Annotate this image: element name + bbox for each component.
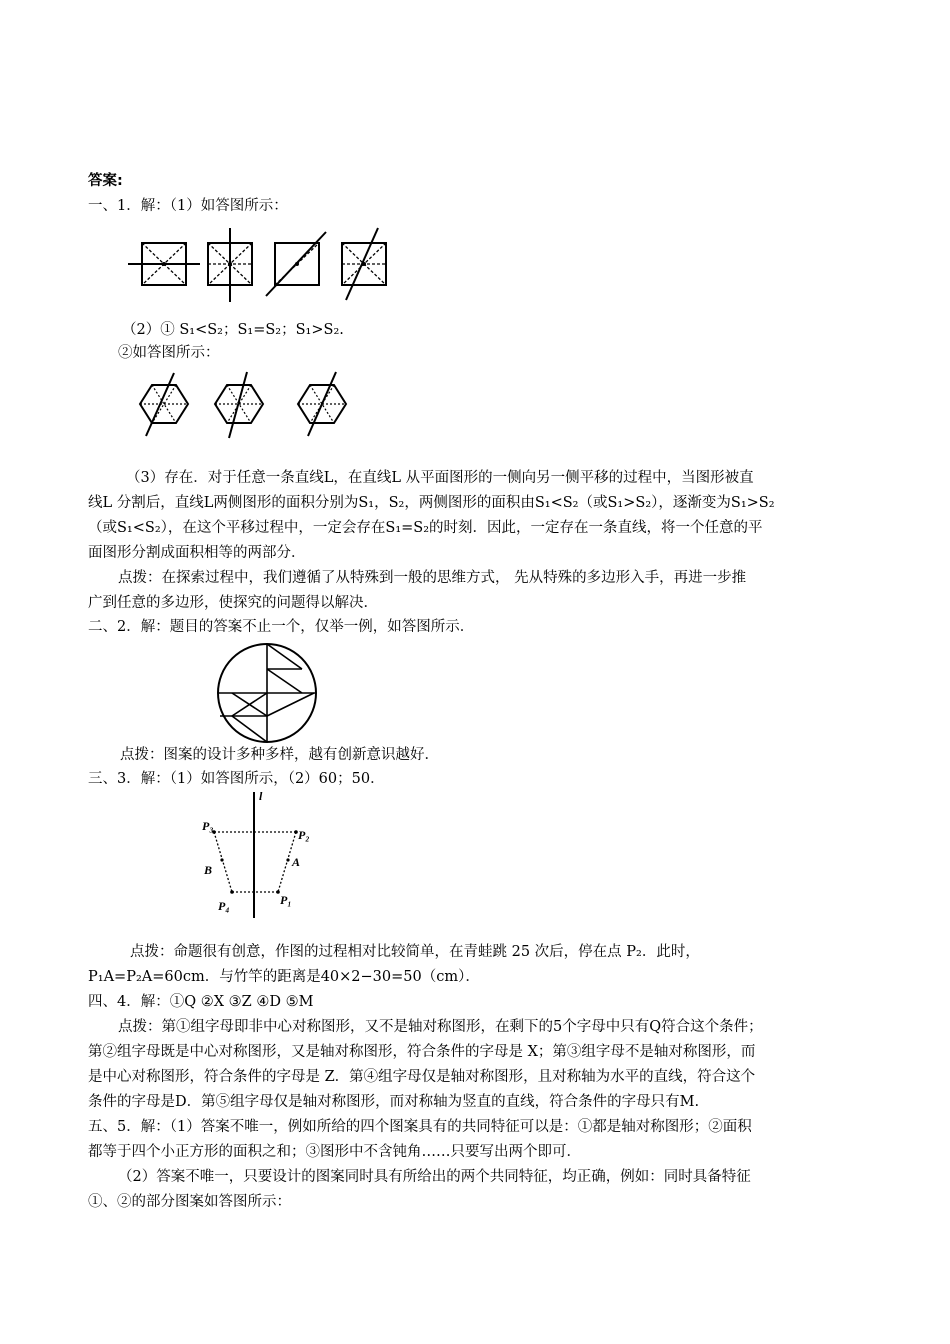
q3-solution: 三、3．解：（1）如答图所示，（2）60；50． bbox=[88, 771, 385, 787]
q1-solution-part1: 一、1．解：（1）如答图所示： bbox=[88, 198, 288, 214]
label-p1: P₁ bbox=[280, 893, 292, 907]
q2-tip: 点拨：图案的设计多种多样，越有创新意识越好． bbox=[120, 747, 439, 763]
q1-part3-line4: 面图形分割成面积相等的两部分． bbox=[88, 545, 306, 561]
squares-figure bbox=[126, 226, 391, 304]
answer-title: 答案: bbox=[88, 173, 123, 189]
q3-tip-line2: P₁A=P₂A=60cm．与竹竿的距离是40×2−30=50（cm）． bbox=[88, 969, 480, 985]
q1-tip-line2: 广到任意的多边形，使探究的问题得以解决． bbox=[88, 595, 378, 611]
q4-tip-line1: 点拨：第①组字母即非中心对称图形，又不是轴对称图形，在剩下的5个字母中只有Q符合这个条件； bbox=[118, 1019, 763, 1035]
q1-tip-line1: 点拨：在探索过程中，我们遵循了从特殊到一般的思维方式， 先从特殊的多边形入手，再进一步推 bbox=[118, 570, 747, 586]
q5-solution-line1: 五、5．解：（1）答案不唯一，例如所给的四个图案具有的共同特征可以是：①都是轴对称图形；②面积 bbox=[88, 1119, 752, 1135]
axis-label-l: l bbox=[259, 789, 263, 803]
q1-solution-part2: （2）① S₁<S₂；S₁=S₂；S₁>S₂. bbox=[122, 322, 344, 338]
trapezoid-axis-figure bbox=[196, 784, 316, 920]
label-b: B bbox=[204, 863, 213, 877]
q4-tip-line4: 条件的字母是D．第⑤组字母仅是轴对称图形，而对称轴为竖直的直线，符合条件的字母只有M. bbox=[88, 1094, 700, 1110]
label-p3: P₃ bbox=[202, 819, 214, 833]
label-a: A bbox=[292, 855, 301, 869]
q4-solution: 四、4．解：①Q ②X ③Z ④D ⑤M bbox=[88, 994, 314, 1010]
q5-solution-line4: ①、②的部分图案如答图所示： bbox=[88, 1194, 291, 1210]
label-p4: P₄ bbox=[218, 899, 230, 913]
circle-design-figure bbox=[212, 638, 322, 748]
q4-tip-line2: 第②组字母既是中心对称图形，又是轴对称图形，符合条件的字母是 X；第③组字母不是轴对称图形，而 bbox=[88, 1044, 756, 1060]
q3-tip-line1: 点拨：命题很有创意，作图的过程相对比较简单，在青蛙跳 25 次后，停在点 P₂．此时， bbox=[130, 944, 700, 960]
label-p2: P₂ bbox=[298, 828, 310, 842]
q2-solution: 二、2．解：题目的答案不止一个，仅举一例，如答图所示． bbox=[88, 619, 475, 635]
q4-tip-line3: 是中心对称图形，符合条件的字母是 Z．第④组字母仅是轴对称图形，且对称轴为水平的直线，符合这个 bbox=[88, 1069, 756, 1085]
q1-part3-line1: （3）存在．对于任意一条直线L，在直线L 从平面图形的一侧向另一侧平移的过程中，当图形被直 bbox=[126, 470, 754, 486]
q1-part3-line3: （或S₁<S₂），在这个平移过程中，一定会存在S₁=S₂的时刻．因此，一定存在一条直线，将一个任意的平 bbox=[88, 520, 763, 536]
q1-part3-line2: 线L 分割后，直线L两侧图形的面积分别为S₁，S₂，两侧图形的面积由S₁<S₂（或S₁>S₂），逐渐变为S₁>S₂ bbox=[88, 495, 775, 511]
hexagons-figure bbox=[132, 370, 356, 442]
q1-solution-part2b: ②如答图所示： bbox=[118, 345, 220, 361]
q5-solution-line2: 都等于四个小正方形的面积之和；③图形中不含钝角……只要写出两个即可． bbox=[88, 1144, 581, 1160]
q5-solution-line3: （2）答案不唯一，只要设计的图案同时具有所给出的两个共同特征，均正确，例如：同时具备特征 bbox=[118, 1169, 751, 1185]
